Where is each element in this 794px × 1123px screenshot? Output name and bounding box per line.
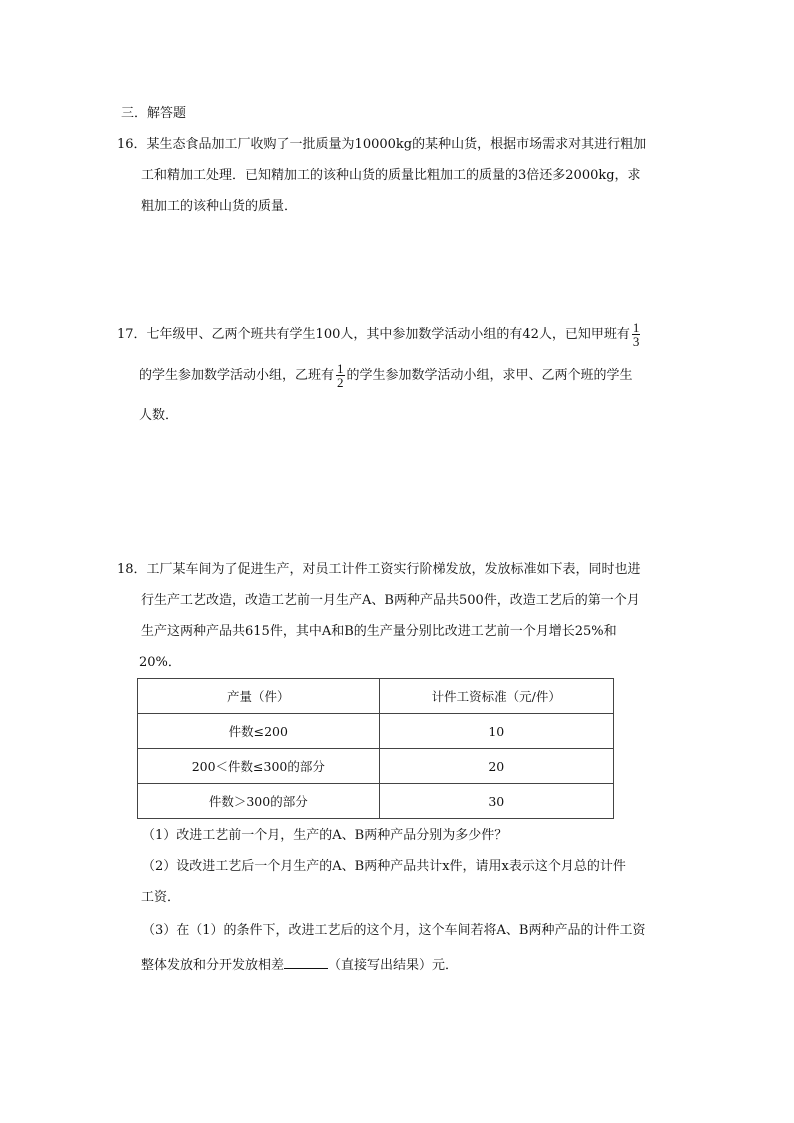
q18-line-1 [117,562,641,578]
q17-text-2b: 的学生参加数学活动小组，求甲、乙两个班的学生 [346,368,633,383]
q17-line-3: 人数． [139,408,179,423]
q18-sub-2-line-2: 工资． [141,890,181,905]
q16-line-1 [117,137,646,153]
q17-text-2a: 的学生参加数学活动小组，乙班有 [139,368,335,383]
q18-line-3: 生产这两种产品共615件，其中A和B的生产量分别比改进工艺前一个月增长25%和 [141,624,617,639]
q18-sub-3-text-a: 整体发放和分开发放相差 [141,958,285,973]
q18-sub-3-line-1: （3）在（1）的条件下，改进工艺后的这个月，这个车间若将A、B两种产品的计件工资 [142,923,646,938]
table-row [138,714,614,749]
q18-sub-1: （1）改进工艺前一个月，生产的A、B两种产品分别为多少件？ [142,828,508,843]
table-cell: 10 [379,714,613,749]
section-title: 三．解答题 [121,106,187,121]
q18-line-2: 行生产工艺改造，改造工艺前一月生产A、B两种产品共500件，改造工艺后的第一个月 [141,593,640,608]
q17-line-1 [117,320,642,350]
q17-number: 17． [117,327,147,342]
table-cell: 200＜件数≤300的部分 [138,749,380,784]
wage-standard-table [137,678,614,819]
table-header: 计件工资标准（元/件） [379,679,613,714]
answer-blank[interactable] [284,956,328,969]
q18-sub-2-line-1: （2）设改进工艺后一个月生产的A、B两种产品共计x件，请用x表示这个月总的计件 [142,859,626,874]
q16-text-1: 某生态食品加工厂收购了一批质量为10000kg的某种山货，根据市场需求对其进行粗加 [146,137,647,152]
q18-number: 18． [117,562,147,577]
table-header-row [138,679,614,714]
table-row [138,784,614,819]
q16-line-2: 工和精加工处理．已知精加工的该种山货的质量比粗加工的质量的3倍还多2000kg，求 [141,168,641,183]
table-header: 产量（件） [138,679,380,714]
table-row [138,749,614,784]
table-cell: 件数≤200 [138,714,380,749]
q18-sub-3-line-2 [141,956,458,974]
q16-number: 16． [117,137,147,152]
q17-text-1: 七年级甲、乙两个班共有学生100人，其中参加数学活动小组的有42人，已知甲班有 [146,327,630,342]
fraction-one-third: $\frac{1}{3}$ [632,320,640,349]
q18-text-1: 工厂某车间为了促进生产，对员工计件工资实行阶梯发放，发放标准如下表，同时也进 [146,562,641,577]
fraction-one-half: $\frac{1}{2}$ [337,361,344,390]
q18-line-4: 20%． [139,655,181,670]
table-cell: 30 [379,784,613,819]
q17-line-2 [139,361,633,391]
table-cell: 20 [379,749,613,784]
q18-sub-3-text-b: （直接写出结果）元． [328,958,459,973]
table-cell: 件数＞300的部分 [138,784,380,819]
q16-line-3: 粗加工的该种山货的质量． [141,199,298,214]
